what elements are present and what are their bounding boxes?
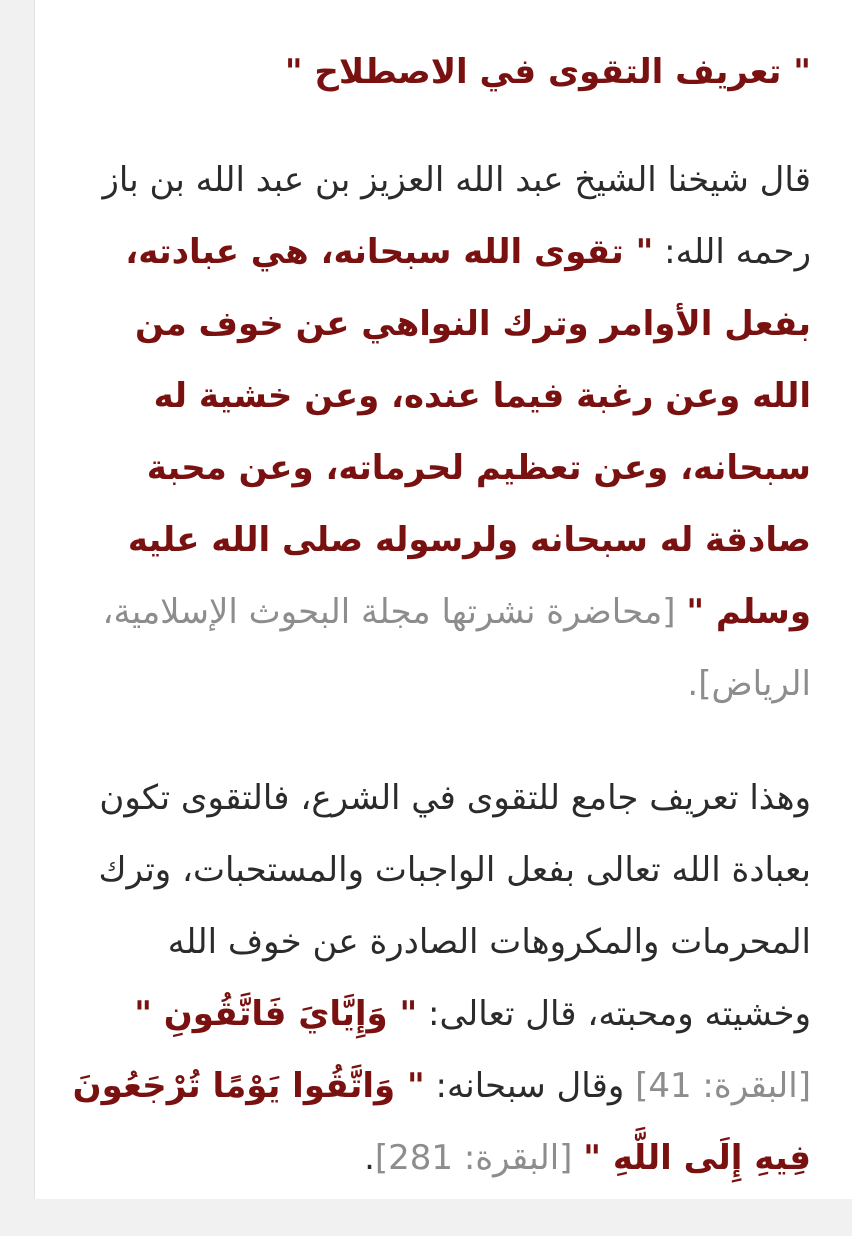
connector-text: وقال سبحانه:	[424, 1066, 636, 1106]
article-card	[34, 0, 852, 1199]
verse-2-reference: [البقرة: 281]	[374, 1138, 584, 1178]
explanation-text: وهذا تعريف جامع للتقوى في الشرع، فالتقوى تكون بعبادة الله تعالى بفعل الواجبات والمستحبات، وترك المحرمات والمكروهات الصادرة عن خوف الله وخشيته ومحبته، قال تعالى:	[98, 778, 811, 1034]
intro-text: قال شيخنا الشيخ عبد الله العزيز بن عبد الله بن باز رحمه الله:	[102, 160, 811, 272]
verse-1-reference: [البقرة: 41]	[635, 1066, 811, 1106]
verse-1: " وَإِيَّايَ فَاتَّقُونِ "	[134, 994, 418, 1034]
explanation-paragraph	[71, 762, 811, 1194]
article-heading: " تعريف التقوى في الاصطلاح "	[284, 52, 811, 92]
quote-text: " تقوى الله سبحانه، هي عبادته، بفعل الأوامر وترك النواهي عن خوف من الله وعن رغبة فيما عنده، وعن خشية له سبحانه، وعن تعظيم لحرماته، وعن محبة صادقة له سبحانه ولرسوله صلى الله عليه وسلم "	[125, 232, 811, 632]
article-content	[71, 40, 811, 1236]
verse-2: " وَاتَّقُوا يَوْمًا تُرْجَعُونَ فِيهِ إِلَى اللَّهِ "	[72, 1066, 811, 1178]
citation-text: [محاضرة نشرتها مجلة البحوث الإسلامية، الرياض].	[102, 592, 811, 704]
ending-punctuation: .	[364, 1138, 375, 1178]
definition-paragraph	[71, 144, 811, 720]
